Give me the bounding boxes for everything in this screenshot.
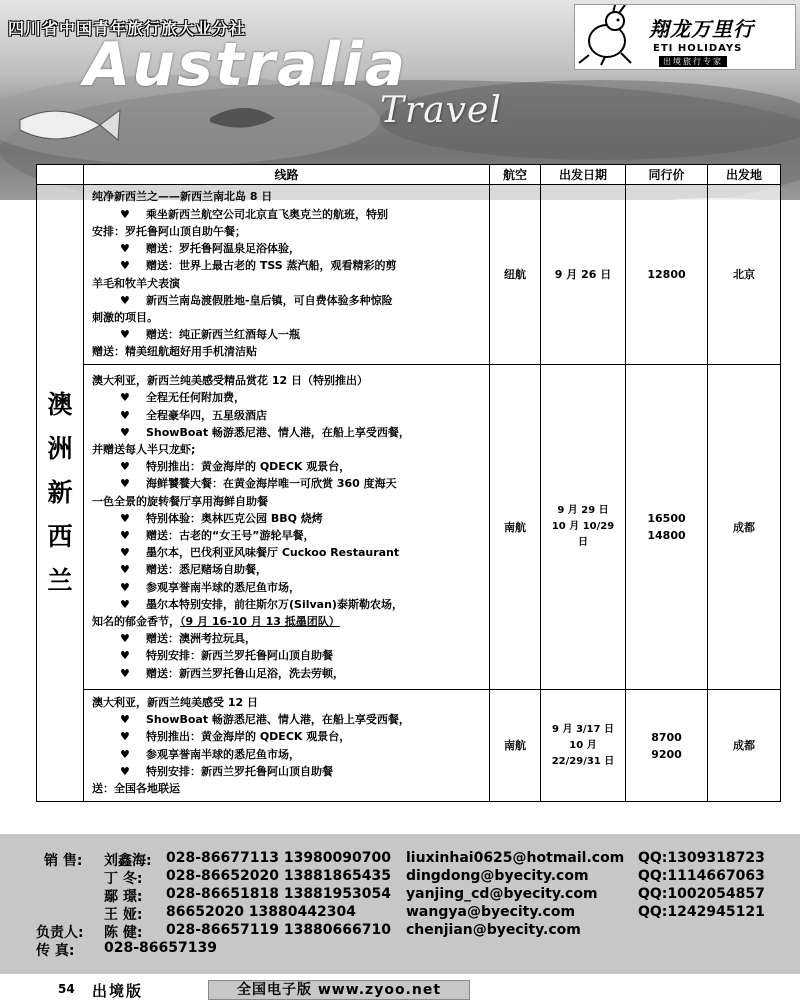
route-bullet-line [92,711,483,728]
price-cell [626,365,708,690]
route-bullet-text: 赠送：悉尼赌场自助餐， [146,563,267,577]
contact-phones: 028-86651818 13881953054 [166,886,391,902]
region-char: 洲 [47,434,73,463]
route-line: 澳大利亚，新西兰纯美感受精品赏花 12 日（特别推出） [92,374,368,388]
contact-name: 陈 健: [104,925,143,941]
airline-cell: 纽航 [490,185,541,365]
route-bullet-text: 海鲜饕餮大餐：在黄金海岸唯一可欣赏 360 度海天 [146,477,397,491]
price-value: 16500 [647,512,686,525]
date-line: 10 月 10/29 [551,521,615,532]
contact-email: dingdong@byecity.com [406,868,589,884]
contact-email: liuxinhai0625@hotmail.com [406,850,625,866]
region-char: 西 [47,522,73,551]
route-line: 刺激的项目。 [92,310,158,324]
route-bullet-line [92,326,483,343]
route-bullet-line [92,544,483,561]
banner-title: Australia [84,30,408,100]
route-bullet-text: 参观享誉南半球的悉尼鱼市场， [146,580,300,594]
contact-email: chenjian@byecity.com [406,922,581,938]
route-bullet-text: 赠送：罗托鲁阿温泉足浴体验， [146,242,300,256]
tour-table [36,164,781,802]
route-line-text: 知名的郁金香节， [92,615,180,629]
contact-qq: QQ:1002054857 [638,886,765,902]
banner-subtitle: Travel [380,90,502,131]
header-airline: 航空 [490,165,541,185]
route-cell [84,185,490,365]
table-row [37,690,781,802]
origin-cell: 成都 [708,690,781,802]
contact-name: 鄢 璟: [104,889,143,905]
route-bullet-line [92,647,483,664]
contact-name: 丁 冬: [104,871,143,887]
header-route: 线路 [84,165,490,185]
route-bullet-text: 墨尔本特别安排，前往斯尔万(Silvan)泰斯勒农场， [146,597,403,611]
route-bullet-text: 特别安排：新西兰罗托鲁阿山顶自助餐 [146,764,333,778]
route-bullet-line [92,206,483,223]
route-bullet-line [92,596,483,613]
price-value: 14800 [647,529,686,542]
route-bullet-text: 乘坐新西兰航空公司北京直飞奥克兰的航班，特别 [146,207,388,221]
route-line: 送：全国各地联运 [92,781,180,795]
contact-qq: QQ:1242945121 [638,904,765,920]
header-date: 出发日期 [541,165,626,185]
header-origin: 出发地 [708,165,781,185]
route-bullet-line [92,630,483,647]
route-bullet-line [92,763,483,780]
kangaroo-mascot-icon [575,5,641,67]
contact-role: 传 真: [36,943,75,959]
route-bullet-line [92,240,483,257]
route-bullet-line [92,561,483,578]
price-value: 12800 [647,268,686,281]
route-bullet-line [92,579,483,596]
date-cell [541,365,626,690]
airline-cell: 南航 [490,690,541,802]
route-bullet-line [92,475,483,492]
tulip-festival-note: （9 月 16-10 月 13 抵墨团队） [180,615,340,629]
route-line: 羊毛和牧羊犬表演 [92,276,180,290]
route-line: 澳大利亚，新西兰纯美感受 12 日 [92,695,258,709]
route-bullet-line [92,510,483,527]
contact-phones: 028-86652020 13881865435 [166,868,391,884]
contact-qq: QQ:1114667063 [638,868,765,884]
route-bullet-text: 赠送：世界上最古老的 TSS 蒸汽船，观看精彩的剪 [146,259,397,273]
route-bullet-text: 赠送：澳洲考拉玩具， [146,632,256,646]
date-line: 9 月 3/17 日 [552,723,614,735]
date-line: 9 月 26 日 [554,268,612,281]
route-bullet-line [92,728,483,745]
route-line: 一色全景的旋转餐厅享用海鲜自助餐 [92,494,268,508]
route-bullet-line [92,424,483,441]
contact-email: wangya@byecity.com [406,904,576,920]
date-line: 10 月 [569,739,597,751]
route-bullet-text: 全程豪华四，五星级酒店 [146,408,267,422]
route-bullet-text: 特别推出：黄金海岸的 QDECK 观景台， [146,730,351,744]
origin-cell: 成都 [708,365,781,690]
fax-number: 028-86657139 [104,940,217,956]
price-cell [626,690,708,802]
origin-cell: 北京 [708,185,781,365]
table-row [37,365,781,690]
logo-chinese-name: 翔龙万里行 [649,17,754,41]
route-bullet-text: 赠送：纯正新西兰红酒每人一瓶 [146,328,300,342]
contact-phones: 86652020 13880442304 [166,904,356,920]
date-line: 9 月 29 日 [557,505,609,516]
route-bullet-line [92,389,483,406]
contact-phones: 028-86657119 13880666710 [166,922,391,938]
table-row [37,185,781,365]
contact-role: 销 售: [44,853,83,869]
route-bullet-line [92,458,483,475]
table-header-row [37,165,781,185]
route-line: 纯净新西兰之——新西兰南北岛 8 日 [92,190,273,204]
route-bullet-text: 特别安排：新西兰罗托鲁阿山顶自助餐 [146,649,333,663]
contact-name: 王 娅: [104,907,143,923]
contact-email: yanjing_cd@byecity.com [406,886,598,902]
price-value: 8700 [651,730,682,744]
route-bullet-line [92,257,483,274]
route-bullet-line [92,665,483,682]
route-line: 安排：罗托鲁阿山顶自助午餐； [92,224,246,238]
route-bullet-text: 特别体验：奥林匹克公园 BBQ 烧烤 [146,511,323,525]
page-footer [0,976,800,1000]
route-bullet-text: ShowBoat 畅游悉尼港、情人港，在船上享受西餐， [146,713,410,727]
section-label: 出境版 [92,982,144,1000]
date-cell [541,185,626,365]
header-blank [37,165,84,185]
page-number: 54 [58,982,75,996]
contact-qq: QQ:1309318723 [638,850,765,866]
route-bullet-text: 墨尔本，巴伐利亚风味餐厅 Cuckoo Restaurant [146,546,400,560]
header-price: 同行价 [626,165,708,185]
region-cell [37,185,84,802]
route-bullet-line [92,527,483,544]
logo-english-name: ETI HOLIDAYS [653,43,743,54]
region-char: 兰 [47,566,73,595]
agency-name: 四川省中国青年旅行旅大业分社 [8,19,247,38]
price-cell [626,185,708,365]
date-cell [541,690,626,802]
route-bullet-text: 参观享誉南半球的悉尼鱼市场， [146,747,300,761]
route-cell [84,690,490,802]
price-value: 9200 [651,747,682,761]
contact-name: 刘鑫海: [104,853,152,869]
route-bullet-line [92,746,483,763]
company-logo [574,4,796,70]
logo-slogan: 出境旅行专家 [659,56,727,67]
website-label: 全国电子版 www.zyoo.net [208,980,470,1000]
airline-cell: 南航 [490,365,541,690]
date-line: 22/29/31 日 [551,755,615,767]
region-char: 澳 [47,390,73,419]
route-line [92,613,483,630]
route-line: 赠送：精美纽航超好用手机清洁贴 [92,345,257,359]
route-bullet-text: ShowBoat 畅游悉尼港、情人港，在船上享受西餐， [146,425,410,439]
route-bullet-text: 全程无任何附加费， [146,391,245,405]
route-line: 并赠送每人半只龙虾; [92,442,196,456]
route-bullet-line [92,292,483,309]
contact-section [0,834,800,974]
route-bullet-text: 新西兰南岛渡假胜地-皇后镇，可自费体验多种惊险 [146,293,393,307]
route-bullet-text: 特别推出：黄金海岸的 QDECK 观景台， [146,460,351,474]
region-char: 新 [47,478,73,507]
route-cell [84,365,490,690]
route-bullet-text: 赠送：新西兰罗托鲁山足浴，洗去劳顿， [146,666,344,680]
route-bullet-line [92,407,483,424]
contact-role: 负责人: [36,925,84,941]
contact-phones: 028-86677113 13980090700 [166,850,391,866]
route-bullet-text: 赠送：古老的“女王号”游轮早餐， [146,529,315,542]
date-line: 日 [578,537,588,548]
